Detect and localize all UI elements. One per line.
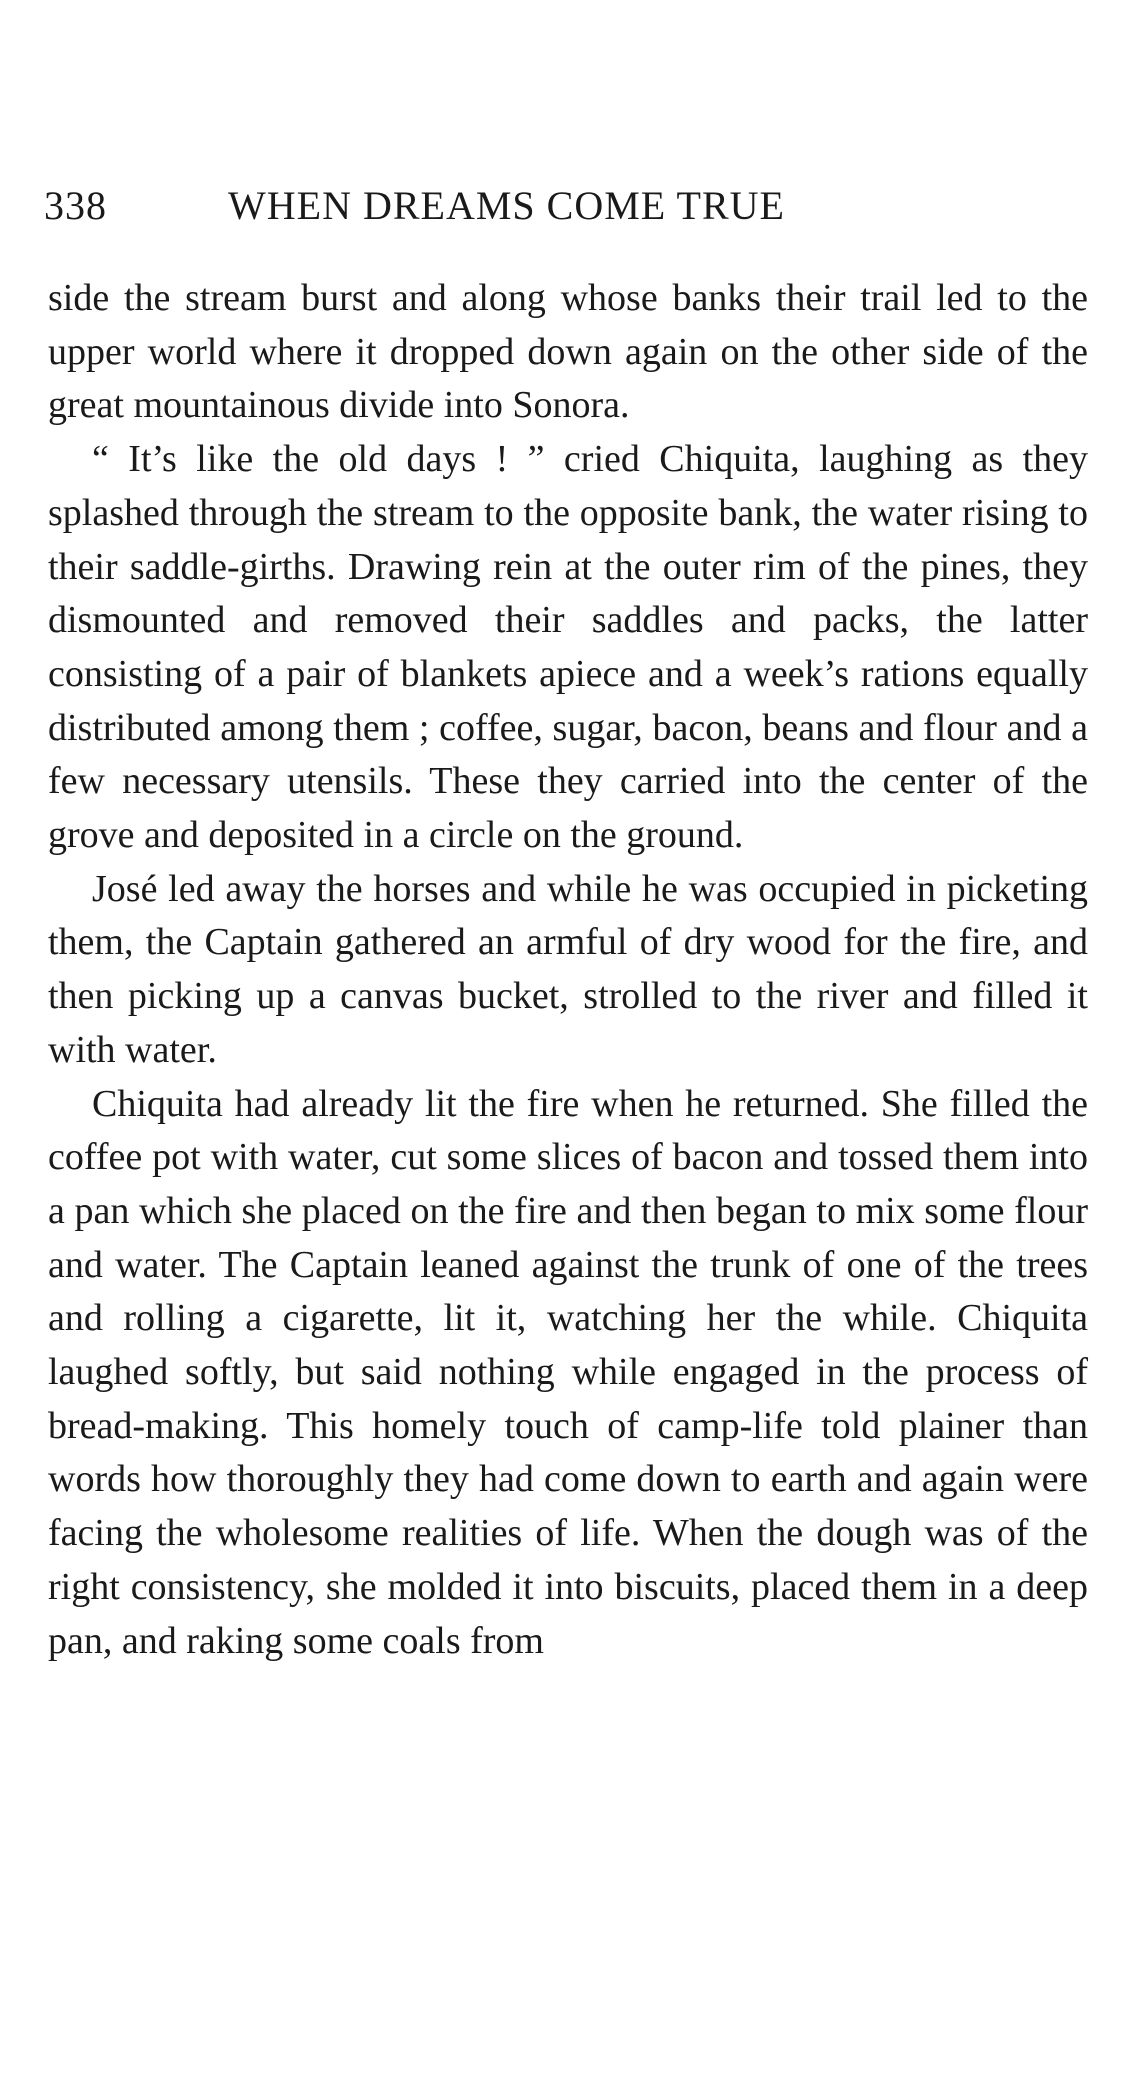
book-title: WHEN DREAMS COME TRUE [228,183,785,228]
page-number: 338 [44,183,107,228]
paragraph-continuation: side the stream burst and along whose banks their trail led to the upper world where it dropped down again on the other side of the great mountainous divide into Sonora. [48,277,1088,427]
paragraph: “ It’s like the old days ! ” cried Chiquita, laughing as they splashed through the stream to the opposite bank, the water rising to their saddle-girths. Drawing rein at the outer rim of the pines, they dismounted and removed their saddles and packs, the latter consisting of a pair of blankets apiece and a week’s rations equally distributed among them ; coffee, sugar, bacon, beans and flour and a few necessary utensils. These they carried into the center of the grove and deposited in a circle on the ground. [48,438,1088,857]
paragraph: José led away the horses and while he was occupied in picketing them, the Captain gathered an armful of dry wood for the fire, and then picking up a canvas bucket, strolled to the river and filled it with water. [48,867,1088,1071]
paragraph: Chiquita had already lit the fire when he returned. She filled the coffee pot with water, cut some slices of bacon and tossed them into a pan which she placed on the fire and then began to mix some flour and water. The Captain leaned against the trunk of one of the trees and rolling a cigarette, lit it, watching her the while. Chiquita laughed softly, but said nothing while engaged in the process of bread-making. This homely touch of camp-life told plainer than words how thoroughly they had come down to earth and again were facing the wholesome realities of life. When the dough was of the right consistency, she molded it into biscuits, placed them in a deep pan, and raking some coals from [48,1082,1088,1662]
running-head [44,176,1084,236]
body-text [48,272,1088,1668]
